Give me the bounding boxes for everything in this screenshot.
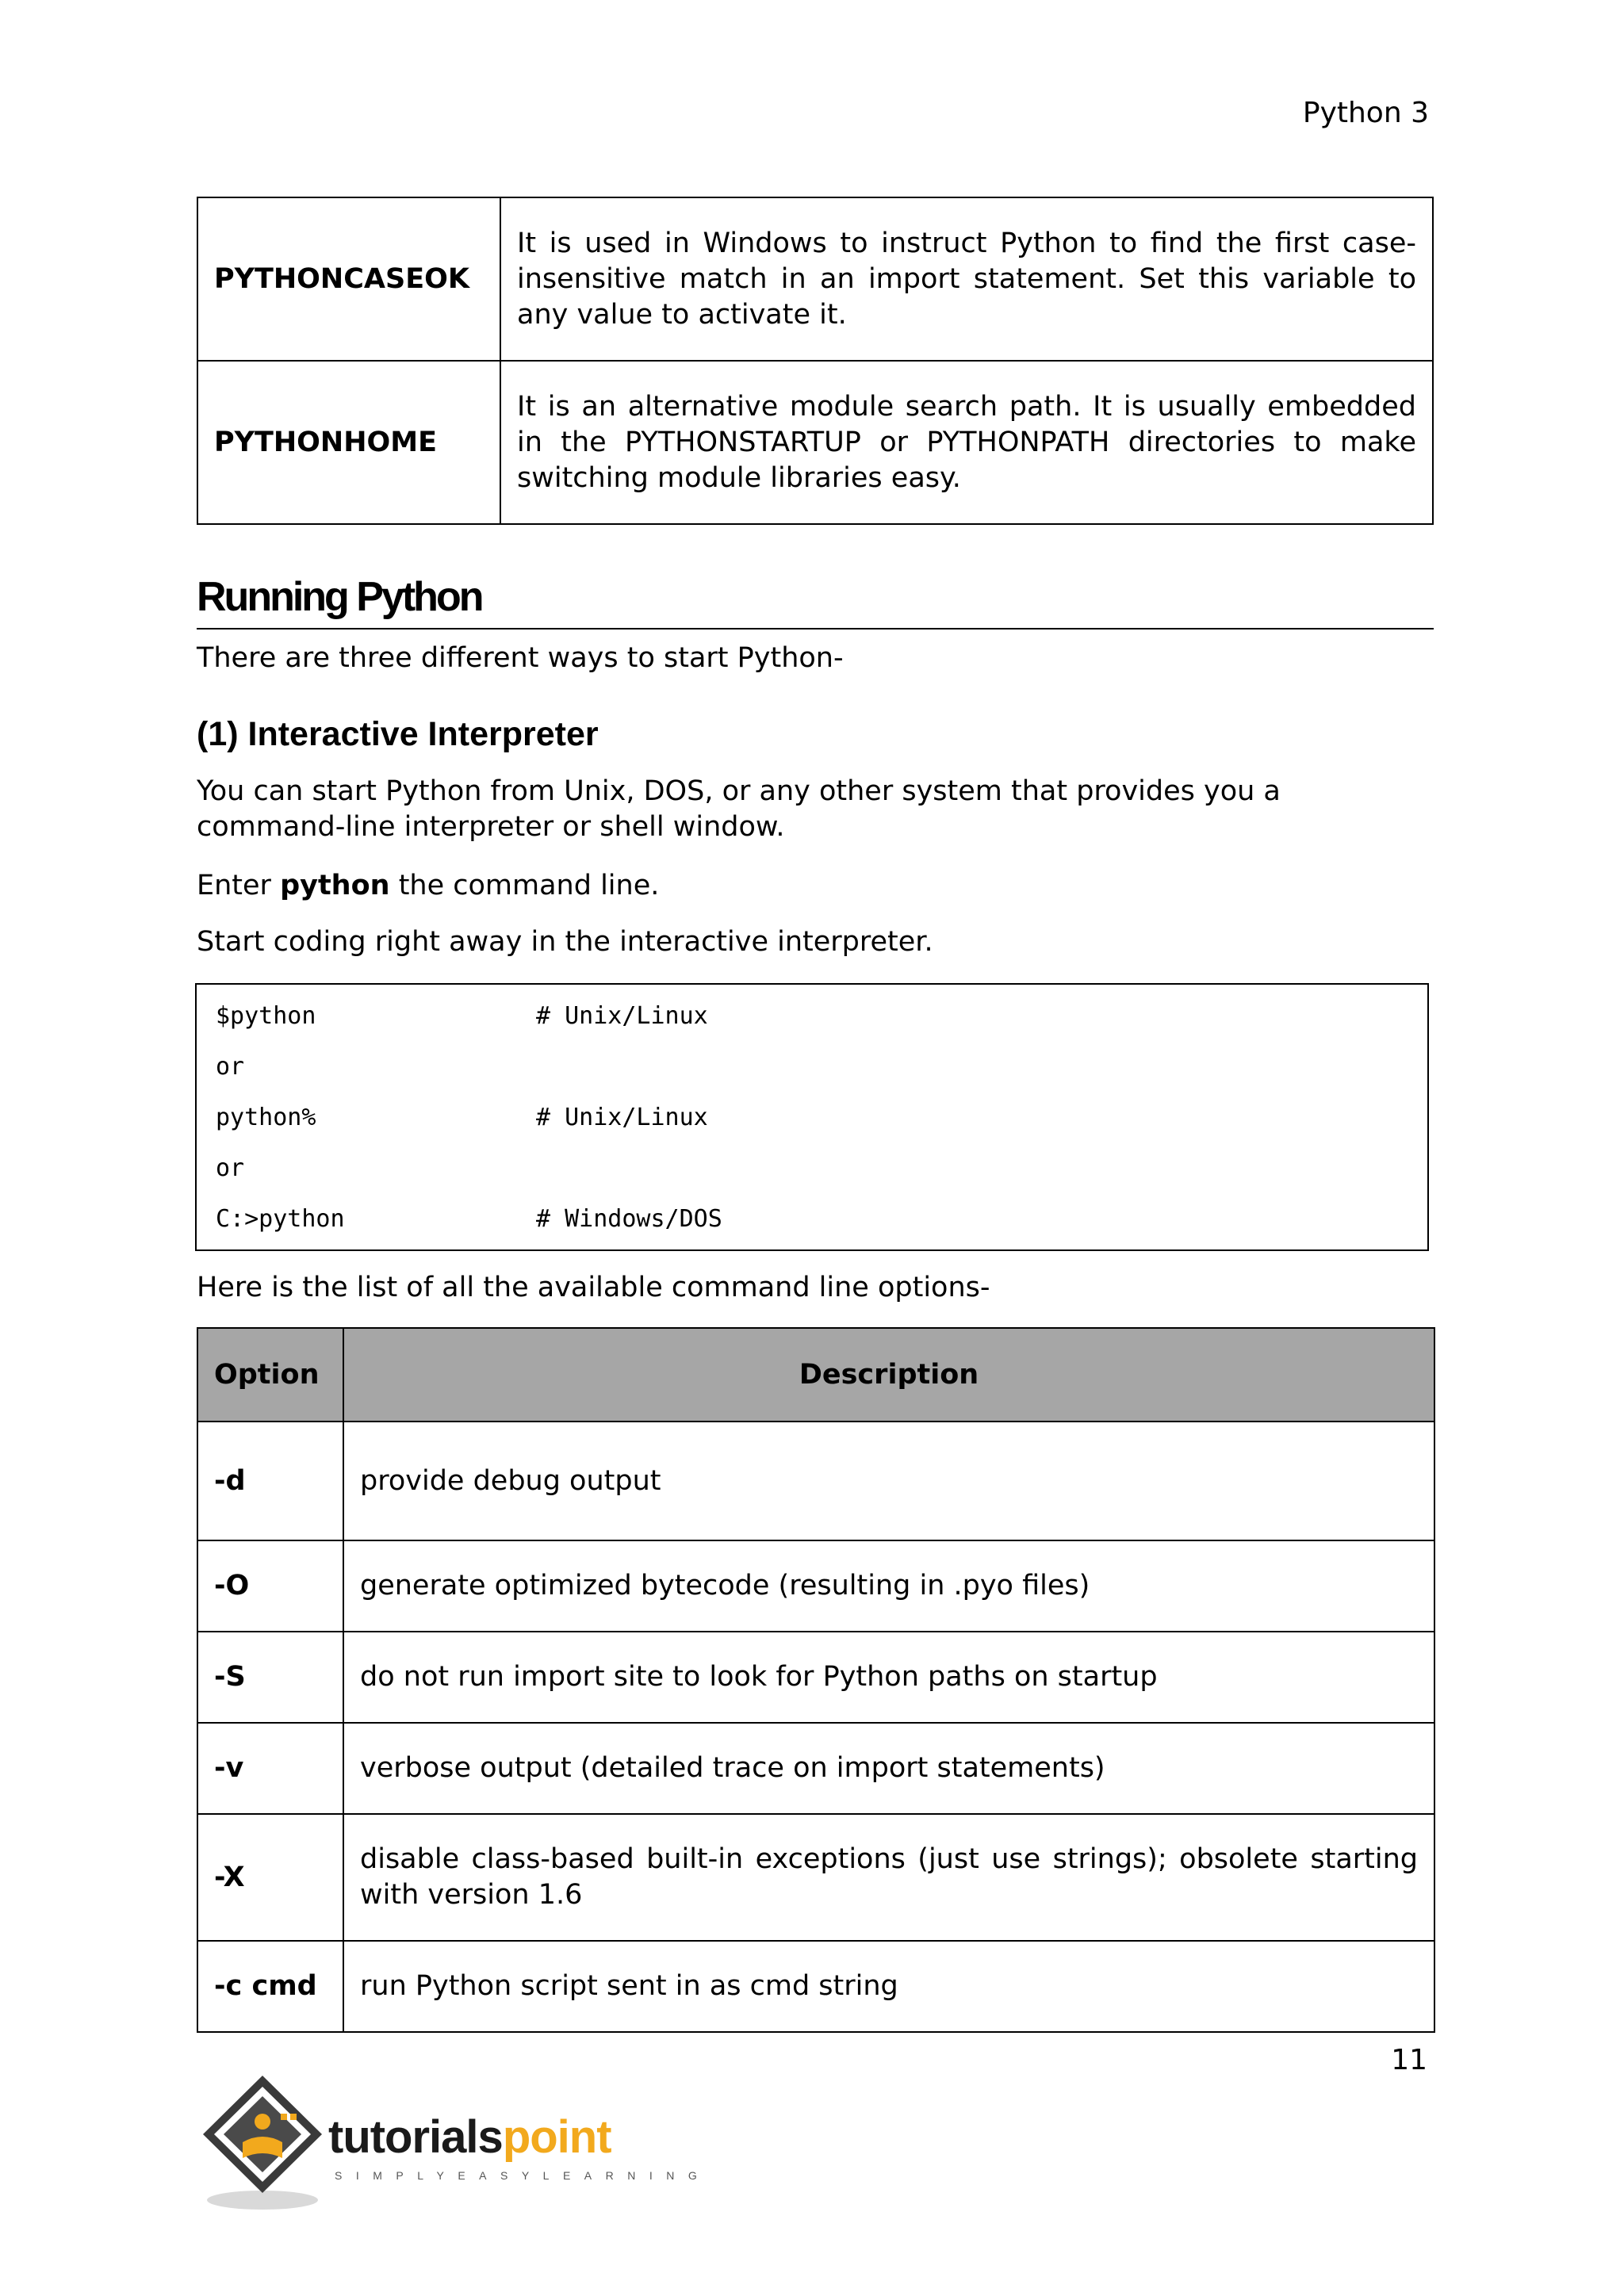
code-line xyxy=(216,1102,708,1134)
code-line xyxy=(216,1001,708,1032)
running-header: Python 3 xyxy=(1302,97,1429,129)
table-row xyxy=(197,361,1433,524)
option-cell: -S xyxy=(197,1632,343,1723)
logo-word-dark: tutorials xyxy=(328,2111,503,2163)
paragraph: Start coding right away in the interactive interpreter. xyxy=(197,926,933,958)
environment-variables-table xyxy=(197,197,1434,525)
option-cell: -c cmd xyxy=(197,1941,343,2032)
table-row xyxy=(197,1941,1434,2032)
text: Enter xyxy=(197,870,281,901)
table-row xyxy=(197,1632,1434,1723)
table-row xyxy=(197,1814,1434,1941)
column-header-description: Description xyxy=(343,1328,1434,1422)
option-cell: -d xyxy=(197,1422,343,1540)
column-header-option: Option xyxy=(197,1328,343,1422)
code-command: or xyxy=(216,1154,245,1182)
description-cell: provide debug output xyxy=(343,1422,1434,1540)
logo-tagline: SIMPLYEASYLEARNING xyxy=(335,2169,711,2182)
code-line xyxy=(216,1051,244,1083)
code-comment: # Unix/Linux xyxy=(536,1002,708,1030)
inline-code-bold: python xyxy=(280,870,390,901)
paragraph: Here is the list of all the available command line options- xyxy=(197,1272,990,1303)
variable-description: It is an alternative module search path. It is usually embedded in the PYTHONSTARTUP or PYTHONPATH directories to make switching module libraries easy. xyxy=(500,361,1433,524)
description-cell: do not run import site to look for Python paths on startup xyxy=(343,1632,1434,1723)
option-cell: -v xyxy=(197,1723,343,1814)
option-cell: -X xyxy=(197,1814,343,1941)
page-number: 11 xyxy=(1391,2044,1427,2076)
description-cell: verbose output (detailed trace on import statements) xyxy=(343,1723,1434,1814)
table-row xyxy=(197,197,1433,361)
paragraph xyxy=(197,868,1434,904)
intro-paragraph: There are three different ways to start Python- xyxy=(197,642,844,674)
logo-word-accent: point xyxy=(502,2111,611,2163)
code-comment: # Windows/DOS xyxy=(536,1205,722,1233)
command-line-options-table xyxy=(197,1327,1435,2033)
subsection-heading: (1) Interactive Interpreter xyxy=(197,715,599,753)
description-cell: generate optimized bytecode (resulting in .pyo files) xyxy=(343,1540,1434,1632)
description-cell: run Python script sent in as cmd string xyxy=(343,1941,1434,2032)
code-command: or xyxy=(216,1053,245,1081)
option-cell: -O xyxy=(197,1540,343,1632)
text: the command line. xyxy=(389,870,660,901)
code-line xyxy=(216,1203,722,1235)
table-header-row xyxy=(197,1328,1434,1422)
table-row xyxy=(197,1422,1434,1540)
code-comment: # Unix/Linux xyxy=(536,1104,708,1131)
variable-name: PYTHONCASEOK xyxy=(197,197,500,361)
section-heading: Running Python xyxy=(197,569,1434,629)
paragraph: You can start Python from Unix, DOS, or any other system that provides you a command-line interpreter or shell window. xyxy=(197,775,1281,843)
variable-description: It is used in Windows to instruct Python to find the first case-insensitive match in an import statement. Set this variable to any value to activate it. xyxy=(500,197,1433,361)
logo-wordmark xyxy=(328,2110,611,2164)
tutorialspoint-logo xyxy=(195,2069,711,2212)
variable-name: PYTHONHOME xyxy=(197,361,500,524)
description-cell: disable class-based built-in exceptions (just use strings); obsolete starting with version 1.6 xyxy=(343,1814,1434,1941)
table-row xyxy=(197,1540,1434,1632)
logo-diamond-icon xyxy=(195,2069,330,2212)
code-line xyxy=(216,1153,244,1184)
code-command: C:>python xyxy=(216,1205,345,1233)
table-row xyxy=(197,1723,1434,1814)
code-command: python% xyxy=(216,1104,316,1131)
code-block xyxy=(195,983,1429,1251)
code-command: $python xyxy=(216,1002,316,1030)
